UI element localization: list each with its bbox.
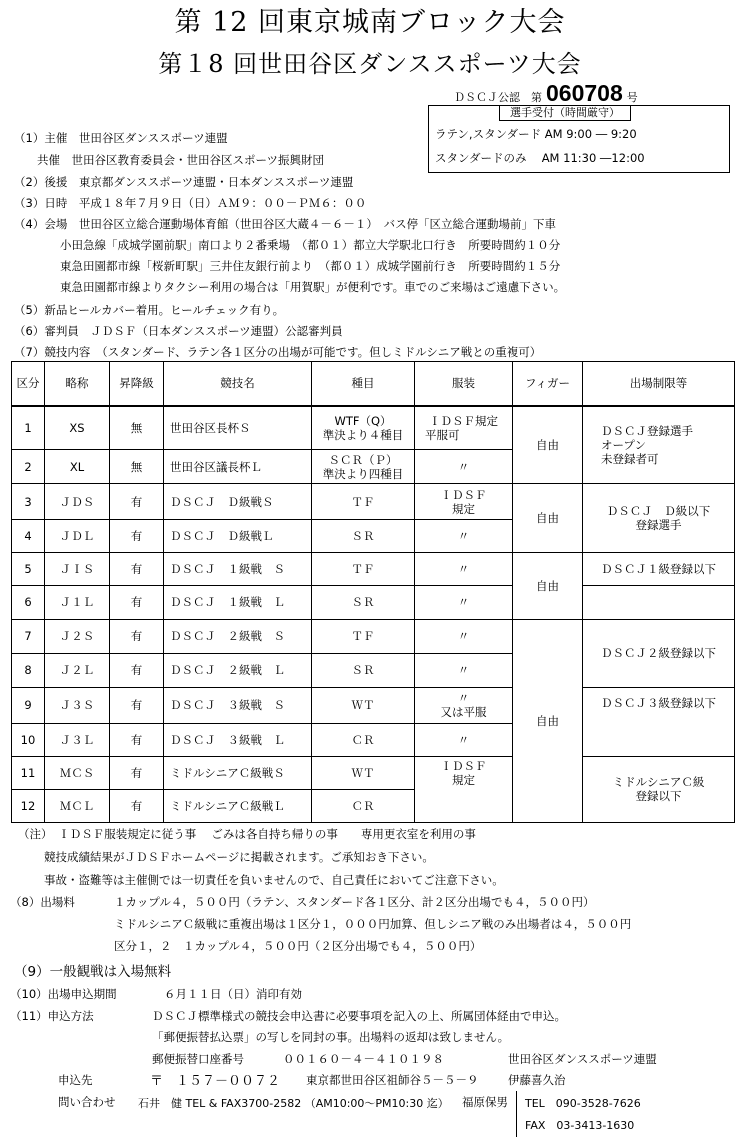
row-name: ＤＳＣＪ Ｄ級戦Ｓ [164,484,312,520]
row-no: 3 [12,484,45,520]
row-dress: 〃 [415,450,513,484]
fee-line: ミドルシニアＣ級戦に重複出場は１区分１，０００円加算、但しシニア戦のみ出場者は４，５００円 [114,917,632,931]
header-abbr: 略称 [45,362,110,406]
dress-line: 平服可 [425,427,460,442]
row-grade: 有 [110,520,164,553]
method-line: 「郵便振替払込票」の写しを同封の事。出場料の返却は致しません。 [152,1030,510,1044]
fee-label: （8）出場料 [10,895,75,909]
figure-cell: 自由 [513,484,583,553]
dress-line: ＩＤＳＦ [440,487,487,502]
info-line: （5）新品ヒールカバー着用。ヒールチェック有り。 [14,303,285,317]
limit-cell [583,484,735,553]
cert-suffix: 号 [626,91,638,104]
main-title: 第 12 回東京城南ブロック大会 [174,7,566,38]
row-name: ＤＳＣＪ ３級戦 Ｓ [164,687,312,723]
dress-line: 規定 [452,772,475,787]
row-dance: ＴＦ [312,484,415,520]
row-dance: ＳＲ [312,520,415,553]
row-abbr: ＭＣＬ [45,789,110,822]
row-dress: 〃 [415,553,513,586]
limit-cell: ＤＳＣＪ２級登録以下 [583,619,735,687]
row-abbr: XL [45,450,110,484]
inquiry-tel: TEL 090-3528-7626 [525,1097,641,1110]
row-name: 世田谷区議長杯Ｌ [164,450,312,484]
info-line: （6）審判員 ＪＤＳＦ（日本ダンススポーツ連盟）公認審判員 [14,324,343,338]
row-no: 4 [12,520,45,553]
period-label: （10）出場申込期間 [10,987,117,1001]
header-category: 区分 [12,362,45,406]
row-grade: 有 [110,586,164,619]
row-abbr: ＪＩＳ [45,553,110,586]
row-abbr: XS [45,406,110,450]
row-abbr: Ｊ２Ｓ [45,619,110,653]
limit-line: ミドルシニアＣ級 [612,775,705,790]
row-dress [415,406,513,450]
apply-label: 申込先 [58,1073,93,1087]
info-line: （2）後援 東京都ダンススポーツ連盟・日本ダンススポーツ連盟 [14,175,354,189]
phone-box [516,1091,737,1137]
note-line: 競技成績結果がＪＤＳＦホームページに掲載されます。ご承知おき下さい。 [44,850,434,864]
postal-number: ００１６０－４－４１０１９８ [283,1052,444,1066]
dress-line: 又は平服 [440,705,487,720]
reception-line-1: ラテン,スタンダード AM 9:00 ― 9:20 [435,127,637,141]
reception-heading: 選手受付（時間厳守） [499,106,631,121]
limit-cell: ＤＳＣＪ１級登録以下 [583,553,735,586]
limit-line: 登録以下 [635,789,682,804]
apply-address: 東京都世田谷区祖師谷５－５－９ [306,1073,479,1087]
row-no: 12 [12,789,45,822]
header-event-name: 競技名 [164,362,312,406]
info-line: 共催 世田谷区教育委員会・世田谷区スポーツ振興財団 [14,153,325,167]
info-line: 小田急線「成城学園前駅」南口より２番乗場 （都０１）都立大学駅北口行き 所要時間約１０分 [14,238,561,252]
dress-line: ＩＤＳＦ規定 [429,413,498,428]
row-abbr: Ｊ１Ｌ [45,586,110,619]
table-row [12,756,735,789]
row-dance: ＷＴ [312,687,415,723]
inquiry-label: 問い合わせ [58,1095,116,1109]
dress-line: 〃 [457,691,470,706]
row-grade: 無 [110,450,164,484]
row-name: ミドルシニアＣ級戦Ｌ [164,789,312,822]
row-dance: ＣＲ [312,723,415,756]
dance-line: 準決より四種目 [322,466,404,481]
row-abbr: ＪＤＳ [45,484,110,520]
row-dance [312,450,415,484]
row-name: ミドルシニアＣ級戦Ｓ [164,756,312,789]
inquiry-text: 石井 健 TEL & FAX3700-2582 （AM10:00～PM10:30 迄） [138,1097,449,1110]
row-dress: 〃 [415,723,513,756]
row-abbr: Ｊ２Ｌ [45,653,110,687]
row-grade: 有 [110,619,164,653]
row-name: ＤＳＣＪ Ｄ級戦Ｌ [164,520,312,553]
table-row [12,553,735,586]
dress-line: 規定 [452,501,475,516]
row-dress: 〃 [415,653,513,687]
note-line: 事故・盗難等は主催側では一切責任を負いませんので、自己責任においてご注意下さい。 [44,873,504,887]
postal-name: 世田谷区ダンススポーツ連盟 [508,1052,657,1066]
info-line: 東急田園都市線「桜新町駅」三井住友銀行前より （都０１）成城学園前行き 所要時間約１５分 [14,259,561,273]
row-grade: 有 [110,756,164,789]
cert-prefix: ＤＳＣＪ公認 第 [454,91,542,104]
info-line: （1）主催 世田谷区ダンススポーツ連盟 [14,131,228,145]
general-admission: （9）一般観戦は入場無料 [14,964,172,980]
certification-number [454,80,638,107]
row-dress [415,687,513,723]
table-row [12,586,735,619]
table-row [12,484,735,520]
row-name: ＤＳＣＪ ２級戦 Ｌ [164,653,312,687]
table-row [12,619,735,653]
dance-line: WTF（Q） [334,413,392,428]
limit-cell [583,756,735,822]
method-line: ＤＳＣＪ標準様式の競技会申込書に必要事項を記入の上、所属団体経由で申込。 [152,1009,566,1023]
row-grade: 無 [110,406,164,450]
info-line: （4）会場 世田谷区立総合運動場体育館（世田谷区大蔵４－６－１） バス停「区立総合運動場前」下車 [14,217,557,231]
cert-number: 060708 [546,80,623,106]
row-grade: 有 [110,687,164,723]
row-no: 2 [12,450,45,484]
header-dance: 種目 [312,362,415,406]
row-no: 11 [12,756,45,789]
limit-line: 登録選手 [635,518,682,533]
row-dance: ＳＲ [312,586,415,619]
limit-cell [583,406,735,484]
figure-cell: 自由 [513,553,583,619]
figure-cell: 自由 [513,406,583,484]
row-dress [415,484,513,520]
row-dance: ＳＲ [312,653,415,687]
reception-line-2: スタンダードのみ AM 11:30 ―12:00 [435,151,645,165]
row-grade: 有 [110,553,164,586]
row-dress: 〃 [415,586,513,619]
row-no: 7 [12,619,45,653]
note-line: （注） ＩＤＳＦ服装規定に従う事 ごみは各自持ち帰りの事 専用更衣室を利用の事 [18,827,476,841]
fee-line: 区分１，２ １カップル４，５００円（２区分出場でも４，５００円） [114,939,482,953]
limit-cell: ＤＳＣＪ３級登録以下 [583,687,735,756]
row-dance [312,406,415,450]
row-no: 1 [12,406,45,450]
row-no: 9 [12,687,45,723]
apply-zip: 〒 １５７－００７２ [150,1074,281,1089]
events-table [11,361,735,823]
row-name: ＤＳＣＪ １級戦 Ｓ [164,553,312,586]
header-figure: フィガー [513,362,583,406]
header-dress: 服装 [415,362,513,406]
postal-label: 郵便振替口座番号 [152,1052,244,1066]
row-dress: 〃 [415,520,513,553]
sub-title: 第１8 回世田谷区ダンススポーツ大会 [158,50,582,78]
row-dance: ＴＦ [312,553,415,586]
row-no: 5 [12,553,45,586]
method-label: （11）申込方法 [10,1009,94,1023]
header-grade: 昇降級 [110,362,164,406]
row-grade: 有 [110,653,164,687]
info-line: （7）競技内容 （スタンダード、ラテン各１区分の出場が可能です。但しミドルシニア戦との重複可） [14,345,542,359]
inquiry-fax: FAX 03-3413-1630 [525,1119,635,1132]
row-name: ＤＳＣＪ １級戦 Ｌ [164,586,312,619]
table-row [12,406,735,450]
row-name: ＤＳＣＪ ３級戦 Ｌ [164,723,312,756]
row-dance: ＣＲ [312,789,415,822]
limit-line: ＤＳＣＪ Ｄ級以下 [606,504,711,519]
row-grade: 有 [110,789,164,822]
row-abbr: ＪＤＬ [45,520,110,553]
row-dress: 〃 [415,619,513,653]
row-no: 6 [12,586,45,619]
row-dance: ＴＦ [312,619,415,653]
row-no: 10 [12,723,45,756]
limit-line: 未登録者可 [601,451,659,466]
info-line: （3）日時 平成１８年７月９日（日）ＡＭ９：００－ＰＭ６：００ [14,196,367,210]
limit-cell-empty [583,586,735,619]
period-value: ６月１１日（日）消印有効 [164,987,302,1001]
info-line: 東急田園都市線よりタクシー利用の場合は「用賀駅」が便利です。車でのご来場はご遠慮下さい。 [14,280,566,294]
table-row [12,687,735,723]
row-abbr: ＭＣＳ [45,756,110,789]
row-name: 世田谷区長杯Ｓ [164,406,312,450]
limit-line: ＤＳＣＪ登録選手 [601,423,693,438]
row-no: 8 [12,653,45,687]
row-dance: ＷＴ [312,756,415,789]
dress-line: ＩＤＳＦ [440,758,487,773]
row-abbr: Ｊ３Ｓ [45,687,110,723]
header-limits: 出場制限等 [583,362,735,406]
inquiry-person2: 福原保男 [462,1095,508,1109]
dance-line: 準決より４種目 [322,427,404,442]
figure-cell: 自由 [513,619,583,822]
row-grade: 有 [110,723,164,756]
row-abbr: Ｊ３Ｌ [45,723,110,756]
fee-line: １カップル４，５００円（ラテン、スタンダード各１区分、計２区分出場でも４，５００円） [114,895,595,909]
dance-line: ＳＣＲ（Ｐ） [328,452,398,467]
row-name: ＤＳＣＪ ２級戦 Ｓ [164,619,312,653]
limit-line: オープン [601,437,646,452]
row-grade: 有 [110,484,164,520]
apply-person: 伊藤喜久治 [508,1073,566,1087]
reception-box [428,105,730,173]
row-dress [415,756,513,822]
